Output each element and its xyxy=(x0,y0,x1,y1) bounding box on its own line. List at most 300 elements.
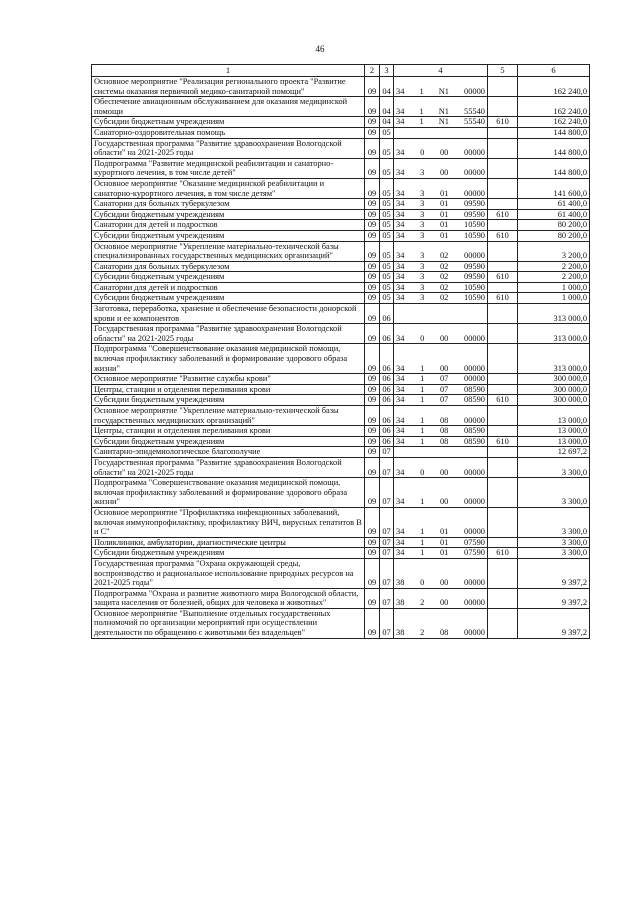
table-row xyxy=(92,220,590,231)
row-target-code xyxy=(394,344,488,374)
table-row xyxy=(92,374,590,385)
target-code-parts xyxy=(396,395,485,405)
target-code-part: 10590 xyxy=(464,220,485,230)
row-name: Санитарно-эпидемиологическое благополучие xyxy=(92,447,365,458)
row-subsection: 05 xyxy=(380,293,394,304)
target-code-part: 34 xyxy=(396,272,405,282)
row-name: Субсидии бюджетным учреждениям xyxy=(92,436,365,447)
row-section: 09 xyxy=(365,138,380,158)
row-subsection: 05 xyxy=(380,220,394,231)
column-header: 5 xyxy=(488,65,518,77)
target-code-parts xyxy=(396,468,485,478)
table-row xyxy=(92,478,590,508)
row-expense-type xyxy=(488,588,518,608)
target-code-part: 00000 xyxy=(464,467,485,477)
target-code-part: 00000 xyxy=(464,168,485,178)
row-name: Основное мероприятие "Выполнение отдельных государственных полномочий по организации мероприятий при осуществлении деятельности по обращению с животными без владельцев" xyxy=(92,608,365,638)
table-row xyxy=(92,117,590,128)
row-section: 09 xyxy=(365,406,380,426)
target-code-part: 09590 xyxy=(464,209,485,219)
row-amount: 300 000,0 xyxy=(518,374,590,385)
target-code-part: 3 xyxy=(420,293,425,303)
row-amount: 3 300,0 xyxy=(518,457,590,477)
target-code-part: 00000 xyxy=(464,628,485,638)
row-name: Государственная программа "Охрана окружающей среды, воспроизводство и рациональное использование природных ресурсов на 2021-2025 годы" xyxy=(92,558,365,588)
target-code-part: 01 xyxy=(439,527,449,537)
row-subsection: 04 xyxy=(380,117,394,128)
table-row xyxy=(92,447,590,458)
row-target-code xyxy=(394,127,488,138)
target-code-part: 08590 xyxy=(464,384,485,394)
target-code-part: 07590 xyxy=(464,537,485,547)
row-name: Подпрограмма "Совершенствование оказания медицинской помощи, включая профилактику заболеваний и формирование здорового образа жизни" xyxy=(92,344,365,374)
row-subsection: 07 xyxy=(380,457,394,477)
row-subsection: 05 xyxy=(380,178,394,198)
row-target-code xyxy=(394,406,488,426)
row-target-code xyxy=(394,241,488,261)
row-expense-type xyxy=(488,97,518,117)
target-code-parts xyxy=(396,385,485,395)
table-row xyxy=(92,507,590,537)
row-amount: 61 400,0 xyxy=(518,209,590,220)
target-code-part: 08 xyxy=(439,415,449,425)
target-code-part: 3 xyxy=(420,230,425,240)
row-target-code xyxy=(394,558,488,588)
row-target-code xyxy=(394,374,488,385)
row-section: 09 xyxy=(365,261,380,272)
target-code-part: 3 xyxy=(420,272,425,282)
target-code-part: 02 xyxy=(439,272,449,282)
target-code-part: 38 xyxy=(396,578,405,588)
target-code-part: 02 xyxy=(439,261,449,271)
row-section: 09 xyxy=(365,588,380,608)
target-code-part: 00000 xyxy=(464,415,485,425)
target-code-part: 3 xyxy=(420,188,425,198)
target-code-parts xyxy=(396,527,485,537)
row-expense-type xyxy=(488,344,518,374)
row-subsection: 07 xyxy=(380,608,394,638)
target-code-part: 08590 xyxy=(464,436,485,446)
table-row xyxy=(92,230,590,241)
row-amount: 162 240,0 xyxy=(518,117,590,128)
row-subsection: 06 xyxy=(380,395,394,406)
table-row xyxy=(92,548,590,559)
target-code-part: 01 xyxy=(439,230,449,240)
table-row xyxy=(92,436,590,447)
target-code-parts xyxy=(396,416,485,426)
table-row xyxy=(92,395,590,406)
target-code-parts xyxy=(396,598,485,608)
table-row xyxy=(92,77,590,97)
row-subsection: 07 xyxy=(380,507,394,537)
row-name: Центры, станции и отделения переливания крови xyxy=(92,426,365,437)
row-amount: 13 000,0 xyxy=(518,406,590,426)
row-expense-type xyxy=(488,478,518,508)
row-name: Основное мероприятие "Развитие службы крови" xyxy=(92,374,365,385)
target-code-part: 34 xyxy=(396,230,405,240)
target-code-part: 09590 xyxy=(464,272,485,282)
row-target-code xyxy=(394,478,488,508)
row-expense-type: 610 xyxy=(488,548,518,559)
row-expense-type xyxy=(488,384,518,395)
row-section: 09 xyxy=(365,447,380,458)
row-target-code xyxy=(394,282,488,293)
target-code-part: 3 xyxy=(420,251,425,261)
row-section: 09 xyxy=(365,178,380,198)
row-expense-type xyxy=(488,138,518,158)
target-code-part: 00 xyxy=(439,363,449,373)
row-name: Центры, станции и отделения переливания крови xyxy=(92,384,365,395)
row-section: 09 xyxy=(365,457,380,477)
target-code-part: 00 xyxy=(439,578,449,588)
target-code-part: 34 xyxy=(396,415,405,425)
target-code-part: 1 xyxy=(420,363,425,373)
row-expense-type xyxy=(488,507,518,537)
target-code-part: 10590 xyxy=(464,293,485,303)
row-section: 09 xyxy=(365,241,380,261)
row-amount: 313 000,0 xyxy=(518,324,590,344)
target-code-part: 00000 xyxy=(464,598,485,608)
row-section: 09 xyxy=(365,384,380,395)
row-amount: 141 600,0 xyxy=(518,178,590,198)
row-amount: 3 300,0 xyxy=(518,478,590,508)
row-amount: 9 397,2 xyxy=(518,558,590,588)
row-section: 09 xyxy=(365,324,380,344)
target-code-part: 1 xyxy=(420,537,425,547)
row-target-code xyxy=(394,138,488,158)
row-expense-type xyxy=(488,127,518,138)
target-code-part: 34 xyxy=(396,426,405,436)
row-section: 09 xyxy=(365,478,380,508)
target-code-part: 34 xyxy=(396,251,405,261)
target-code-parts xyxy=(396,374,485,384)
row-target-code xyxy=(394,209,488,220)
row-name: Государственная программа "Развитие здравоохранения Вологодской области" на 2021-2025 годы xyxy=(92,138,365,158)
row-target-code xyxy=(394,293,488,304)
row-amount: 80 200,0 xyxy=(518,230,590,241)
row-name: Субсидии бюджетным учреждениям xyxy=(92,293,365,304)
row-expense-type xyxy=(488,457,518,477)
target-code-part: 34 xyxy=(396,537,405,547)
row-name: Подпрограмма "Совершенствование оказания медицинской помощи, включая профилактику заболеваний и формирование здорового образа жизни" xyxy=(92,478,365,508)
target-code-part: 34 xyxy=(396,293,405,303)
table-row xyxy=(92,304,590,324)
target-code-part: 00 xyxy=(439,497,449,507)
row-amount: 1 000,0 xyxy=(518,282,590,293)
target-code-part: 34 xyxy=(396,261,405,271)
row-name: Субсидии бюджетным учреждениям xyxy=(92,548,365,559)
row-expense-type xyxy=(488,406,518,426)
target-code-part: 38 xyxy=(396,598,405,608)
row-subsection: 06 xyxy=(380,426,394,437)
row-target-code xyxy=(394,117,488,128)
target-code-part: 34 xyxy=(396,106,405,116)
target-code-part: 34 xyxy=(396,363,405,373)
row-name: Заготовка, переработка, хранение и обеспечение безопасности донорской крови и ее компонентов xyxy=(92,304,365,324)
target-code-parts xyxy=(396,168,485,178)
row-subsection: 05 xyxy=(380,158,394,178)
table-header-row xyxy=(92,65,590,77)
target-code-part: 34 xyxy=(396,282,405,292)
table-row xyxy=(92,457,590,477)
row-section: 09 xyxy=(365,230,380,241)
row-amount: 162 240,0 xyxy=(518,97,590,117)
table-row xyxy=(92,261,590,272)
row-name: Санатории для детей и подростков xyxy=(92,220,365,231)
row-name: Субсидии бюджетным учреждениям xyxy=(92,117,365,128)
row-section: 09 xyxy=(365,507,380,537)
target-code-part: 34 xyxy=(396,395,405,405)
row-section: 09 xyxy=(365,304,380,324)
target-code-parts xyxy=(396,107,485,117)
row-target-code xyxy=(394,395,488,406)
row-amount: 3 300,0 xyxy=(518,537,590,548)
row-expense-type xyxy=(488,537,518,548)
row-target-code xyxy=(394,304,488,324)
row-section: 09 xyxy=(365,395,380,406)
target-code-part: 00000 xyxy=(464,86,485,96)
row-amount: 162 240,0 xyxy=(518,77,590,97)
row-section: 09 xyxy=(365,548,380,559)
target-code-part: 00 xyxy=(439,598,449,608)
target-code-parts xyxy=(396,283,485,293)
table-row xyxy=(92,97,590,117)
row-target-code xyxy=(394,384,488,395)
target-code-part: 1 xyxy=(420,548,425,558)
row-name: Обеспечение авиационным обслуживанием для оказания медицинской помощи xyxy=(92,97,365,117)
row-section: 09 xyxy=(365,158,380,178)
row-subsection: 06 xyxy=(380,344,394,374)
target-code-part: 00000 xyxy=(464,333,485,343)
row-section: 09 xyxy=(365,209,380,220)
target-code-parts xyxy=(396,426,485,436)
row-expense-type xyxy=(488,324,518,344)
row-amount: 3 200,0 xyxy=(518,241,590,261)
table-row xyxy=(92,588,590,608)
row-expense-type: 610 xyxy=(488,272,518,283)
target-code-part: 1 xyxy=(420,497,425,507)
row-subsection: 05 xyxy=(380,199,394,210)
target-code-parts xyxy=(396,334,485,344)
row-target-code xyxy=(394,261,488,272)
row-name: Санатории для больных туберкулезом xyxy=(92,199,365,210)
target-code-part: 00 xyxy=(439,467,449,477)
row-expense-type xyxy=(488,558,518,588)
row-amount: 12 697,2 xyxy=(518,447,590,458)
row-expense-type xyxy=(488,241,518,261)
target-code-parts xyxy=(396,364,485,374)
target-code-part: 3 xyxy=(420,209,425,219)
target-code-part: 1 xyxy=(419,117,424,127)
target-code-part: 1 xyxy=(420,395,425,405)
target-code-parts xyxy=(396,117,485,127)
row-section: 09 xyxy=(365,426,380,437)
target-code-parts xyxy=(396,497,485,507)
row-expense-type xyxy=(488,282,518,293)
target-code-part: 1 xyxy=(420,436,425,446)
table-row xyxy=(92,178,590,198)
row-name: Основное мероприятие "Укрепление материально-технической базы специализированных государственных медицинских организаций" xyxy=(92,241,365,261)
target-code-part: N1 xyxy=(438,86,449,96)
target-code-part: 0 xyxy=(420,148,425,158)
row-amount: 1 000,0 xyxy=(518,293,590,304)
target-code-part: 01 xyxy=(439,188,449,198)
target-code-part: 55540 xyxy=(464,106,485,116)
row-target-code xyxy=(394,608,488,638)
target-code-part: 38 xyxy=(396,628,405,638)
row-subsection: 05 xyxy=(380,138,394,158)
row-expense-type: 610 xyxy=(488,117,518,128)
target-code-parts xyxy=(396,262,485,272)
row-subsection: 06 xyxy=(380,304,394,324)
row-target-code xyxy=(394,272,488,283)
row-subsection: 06 xyxy=(380,406,394,426)
target-code-part: 02 xyxy=(439,293,449,303)
target-code-part: 07 xyxy=(439,374,449,384)
row-expense-type xyxy=(488,261,518,272)
target-code-part: 00000 xyxy=(464,578,485,588)
target-code-part: 00000 xyxy=(464,497,485,507)
column-header: 4 xyxy=(394,65,488,77)
row-subsection: 06 xyxy=(380,324,394,344)
row-section: 09 xyxy=(365,608,380,638)
row-subsection: 07 xyxy=(380,537,394,548)
row-subsection: 05 xyxy=(380,209,394,220)
target-code-part: 01 xyxy=(439,199,449,209)
row-section: 09 xyxy=(365,282,380,293)
target-code-part: 34 xyxy=(396,527,405,537)
row-name: Основное мероприятие "Реализация регионального проекта "Развитие системы оказания первичной медико-санитарной помощи" xyxy=(92,77,365,97)
column-header: 1 xyxy=(92,65,365,77)
target-code-part: 09590 xyxy=(464,199,485,209)
target-code-parts xyxy=(396,548,485,558)
row-section: 09 xyxy=(365,344,380,374)
target-code-part: 02 xyxy=(439,251,449,261)
row-name: Субсидии бюджетным учреждениям xyxy=(92,230,365,241)
target-code-part: 01 xyxy=(439,548,449,558)
target-code-part: 08590 xyxy=(464,426,485,436)
target-code-part: 1 xyxy=(419,106,424,116)
target-code-part: 55540 xyxy=(464,117,485,127)
target-code-part: 3 xyxy=(420,220,425,230)
target-code-part: 1 xyxy=(420,374,425,384)
row-amount: 144 800,0 xyxy=(518,138,590,158)
table-row xyxy=(92,537,590,548)
column-header: 2 xyxy=(365,65,380,77)
row-expense-type xyxy=(488,220,518,231)
target-code-part: 1 xyxy=(420,415,425,425)
row-amount: 313 000,0 xyxy=(518,344,590,374)
target-code-parts xyxy=(396,538,485,548)
row-expense-type: 610 xyxy=(488,293,518,304)
row-expense-type: 610 xyxy=(488,436,518,447)
row-subsection: 04 xyxy=(380,77,394,97)
row-target-code xyxy=(394,220,488,231)
row-subsection: 07 xyxy=(380,447,394,458)
target-code-part: 08590 xyxy=(464,395,485,405)
table-row xyxy=(92,426,590,437)
row-target-code xyxy=(394,507,488,537)
row-section: 09 xyxy=(365,77,380,97)
table-row xyxy=(92,344,590,374)
row-expense-type xyxy=(488,374,518,385)
target-code-part: 08 xyxy=(439,426,449,436)
page-number: 46 xyxy=(315,44,325,54)
target-code-part: 34 xyxy=(396,199,405,209)
row-amount: 313 000,0 xyxy=(518,304,590,324)
target-code-part: 34 xyxy=(396,374,405,384)
row-target-code xyxy=(394,158,488,178)
table-row xyxy=(92,127,590,138)
row-name: Субсидии бюджетным учреждениям xyxy=(92,272,365,283)
row-subsection: 07 xyxy=(380,558,394,588)
target-code-part: 07 xyxy=(439,395,449,405)
row-subsection: 05 xyxy=(380,241,394,261)
row-amount: 61 400,0 xyxy=(518,199,590,210)
row-section: 09 xyxy=(365,97,380,117)
row-section: 09 xyxy=(365,117,380,128)
table-row xyxy=(92,241,590,261)
target-code-parts xyxy=(396,251,485,261)
row-expense-type xyxy=(488,158,518,178)
target-code-part: 00 xyxy=(439,168,449,178)
row-section: 09 xyxy=(365,272,380,283)
target-code-parts xyxy=(396,87,485,97)
row-subsection: 07 xyxy=(380,478,394,508)
row-name: Санаторно-оздоровительная помощь xyxy=(92,127,365,138)
row-expense-type: 610 xyxy=(488,230,518,241)
target-code-part: 34 xyxy=(396,209,405,219)
target-code-part: 34 xyxy=(396,333,405,343)
row-expense-type xyxy=(488,199,518,210)
target-code-part: 00000 xyxy=(464,374,485,384)
row-name: Государственная программа "Развитие здравоохранения Вологодской области" на 2021-2025 годы xyxy=(92,324,365,344)
row-section: 09 xyxy=(365,436,380,447)
target-code-part: 01 xyxy=(439,537,449,547)
table-row xyxy=(92,406,590,426)
row-amount: 2 200,0 xyxy=(518,272,590,283)
row-name: Санатории для больных туберкулезом xyxy=(92,261,365,272)
row-target-code xyxy=(394,588,488,608)
target-code-part: 00 xyxy=(439,333,449,343)
target-code-parts xyxy=(396,231,485,241)
row-subsection: 07 xyxy=(380,588,394,608)
table-row xyxy=(92,272,590,283)
target-code-part: 34 xyxy=(396,497,405,507)
row-target-code xyxy=(394,426,488,437)
target-code-part: 01 xyxy=(439,209,449,219)
table-row xyxy=(92,138,590,158)
row-amount: 300 000,0 xyxy=(518,395,590,406)
row-name: Основное мероприятие "Профилактика инфекционных заболеваний, включая иммунопрофилактику, профилактику ВИЧ, вирусных гепатитов В и С" xyxy=(92,507,365,537)
row-section: 09 xyxy=(365,558,380,588)
table-row xyxy=(92,209,590,220)
target-code-part: 34 xyxy=(396,117,405,127)
row-amount: 3 300,0 xyxy=(518,548,590,559)
target-code-part: 34 xyxy=(396,148,405,158)
target-code-part: 34 xyxy=(396,548,405,558)
row-target-code xyxy=(394,447,488,458)
table-row xyxy=(92,199,590,210)
row-amount: 144 800,0 xyxy=(518,158,590,178)
target-code-part: 34 xyxy=(396,467,405,477)
row-name: Субсидии бюджетным учреждениям xyxy=(92,395,365,406)
row-expense-type xyxy=(488,77,518,97)
row-expense-type xyxy=(488,608,518,638)
row-name: Поликлиники, амбулатории, диагностические центры xyxy=(92,537,365,548)
row-target-code xyxy=(394,324,488,344)
table-row xyxy=(92,608,590,638)
